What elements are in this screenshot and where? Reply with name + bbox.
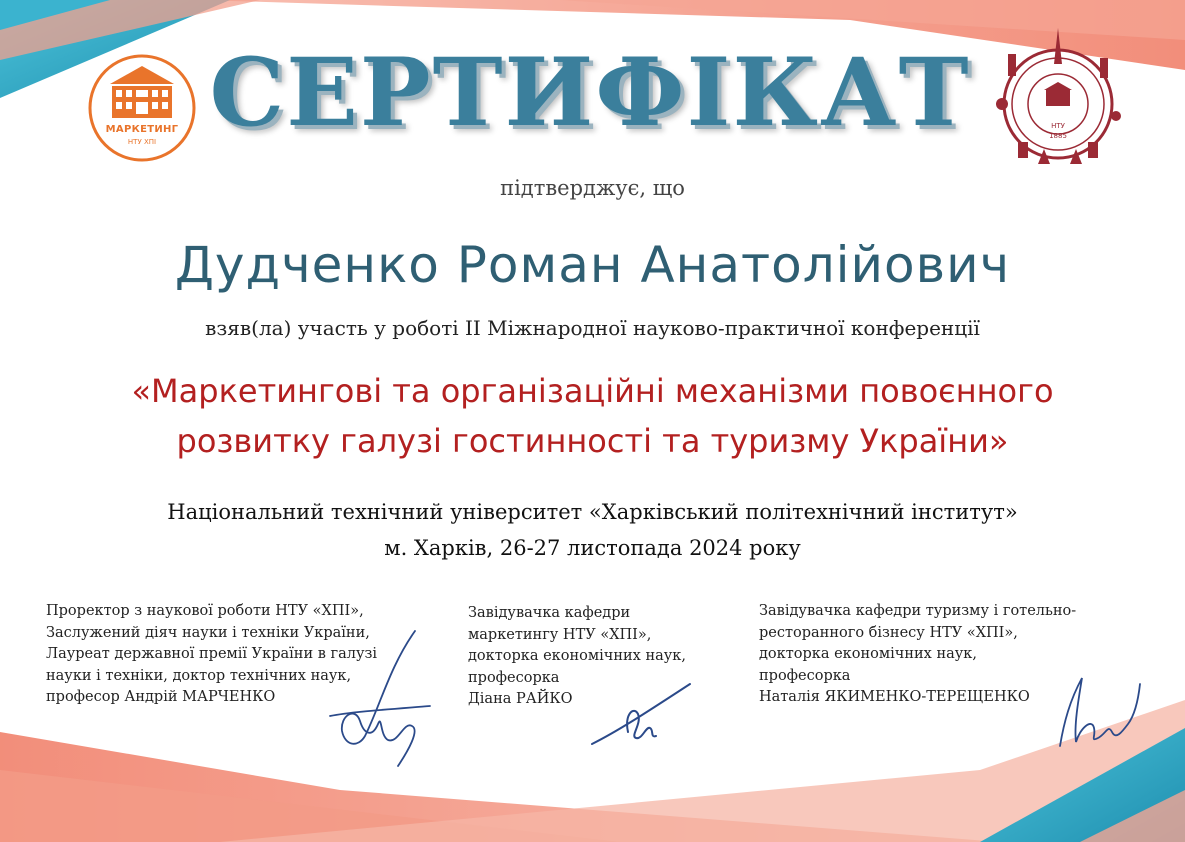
university-seal-icon <box>978 24 1138 184</box>
place-and-date: м. Харків, 26-27 листопада 2024 року <box>384 536 801 560</box>
signatory-tourism-head <box>759 601 1076 709</box>
signatory-line: Проректор з наукової роботи НТУ «ХПІ», <box>46 603 364 619</box>
signature-raiko <box>590 680 700 750</box>
signatory-line: професорка <box>759 667 851 684</box>
venue-block <box>0 494 1185 566</box>
seal-year: 1885 <box>1049 132 1067 140</box>
signatory-line: професорка <box>468 669 560 686</box>
certificate-title: СЕРТИФІКАТ <box>209 38 971 148</box>
signature-yakymenko <box>1048 672 1144 752</box>
signatory-line: професор Андрій МАРЧЕНКО <box>46 689 276 705</box>
signatory-line: маркетингу НТУ «ХПІ», <box>468 626 652 643</box>
conference-title <box>0 366 1185 466</box>
logo-sublabel: НТУ ХПІ <box>127 138 157 146</box>
participation-text: взяв(ла) участь у роботі ІІ Міжнародної науково-практичної конференції <box>205 316 980 340</box>
signatory-line: Заслужений діяч науки і техніки України, <box>46 624 370 641</box>
signatory-line: ресторанного бізнесу НТУ «ХПІ», <box>759 624 1018 641</box>
signatory-line: Завідувачка кафедри <box>468 605 631 621</box>
signatory-line: докторка економічних наук, <box>759 646 977 662</box>
signature-marchenko <box>320 626 440 776</box>
university-name: Національний технічний університет «Харківський політехнічний інститут» <box>167 500 1018 524</box>
confirms-text: підтверджує, що <box>500 176 685 200</box>
signatory-line: Лауреат державної премії України в галузі <box>46 646 378 662</box>
conference-title-line: розвитку галузі гостинності та туризму України» <box>176 422 1009 460</box>
signatory-line: Наталія ЯКИМЕНКО-ТЕРЕЩЕНКО <box>759 689 1030 705</box>
recipient-name: Дудченко Роман Анатолійович <box>174 236 1011 294</box>
logo-label: МАРКЕТИНГ <box>105 124 179 135</box>
signatory-line: Завідувачка кафедри туризму і готельно- <box>759 603 1077 619</box>
seal-text: НТУ <box>1051 122 1065 130</box>
signatory-line: докторка економічних наук, <box>468 648 686 664</box>
conference-title-line: «Маркетингові та організаційні механізми повоєнного <box>131 372 1054 410</box>
signatory-line: науки і техніки, доктор технічних наук, <box>46 667 352 684</box>
signatory-line: Діана РАЙКО <box>468 691 573 707</box>
